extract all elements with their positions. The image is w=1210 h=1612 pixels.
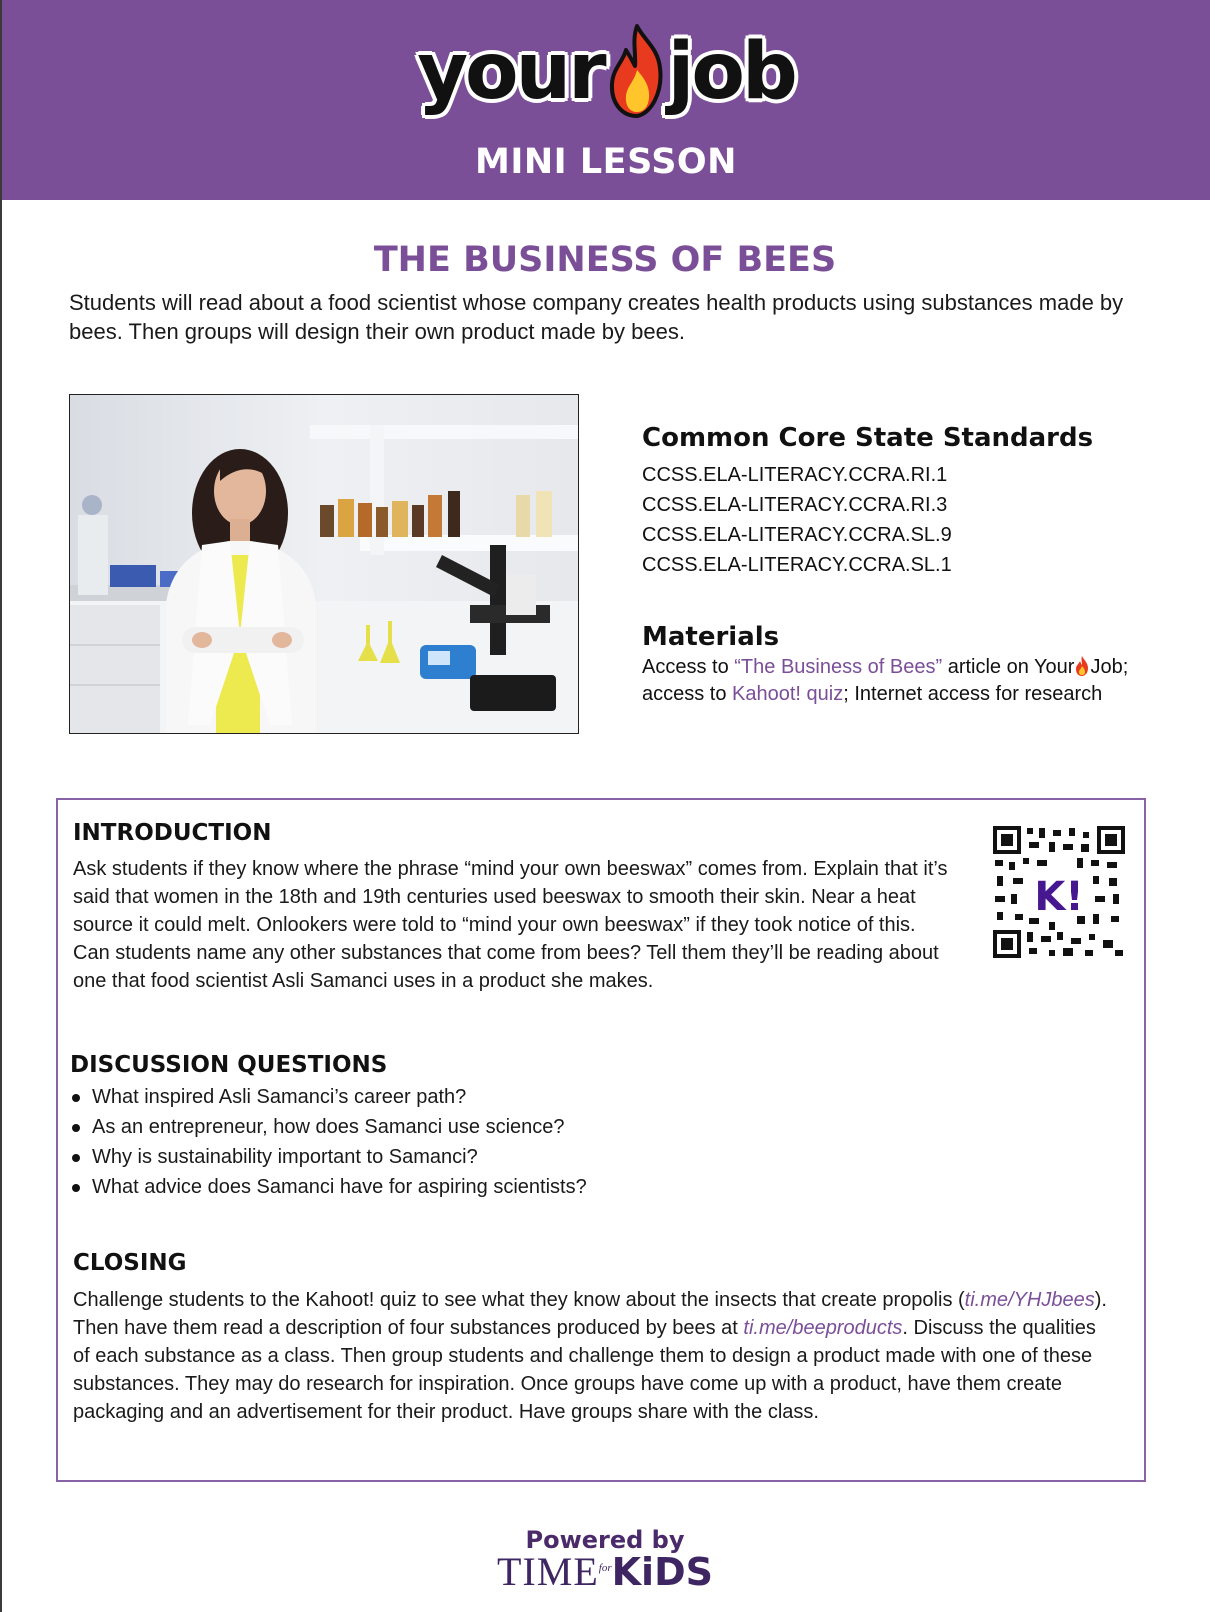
discussion-question: What inspired Asli Samanci’s career path? <box>70 1082 587 1112</box>
article-link[interactable]: “The Business of Bees” <box>734 656 943 678</box>
discussion-heading: DISCUSSION QUESTIONS <box>70 1052 388 1078</box>
introduction-text: Ask students if they know where the phrase “mind your own beeswax” comes from. Explain that it’s said that women in the 18th and 19th centuries used beeswax to smooth their skin. Near a heat source it could melt. Onlookers were told to “mind your own beeswax” if they took notice of this. Can students name any other substances that come from bees? Tell them they’ll be reading about one that food scientist Asli Samanci uses in a product she makes. <box>73 858 948 992</box>
standards-list <box>642 460 952 580</box>
introduction-heading: INTRODUCTION <box>73 820 272 846</box>
kahoot-quiz-link[interactable]: Kahoot! quiz <box>732 683 844 705</box>
standard-item: CCSS.ELA-LITERACY.CCRA.SL.9 <box>642 524 952 546</box>
standard-item: CCSS.ELA-LITERACY.CCRA.RI.3 <box>642 494 948 516</box>
discussion-question: What advice does Samanci have for aspiring scientists? <box>70 1172 587 1202</box>
mini-lesson-label: MINI LESSON <box>475 142 737 182</box>
closing-text: Challenge students to the Kahoot! quiz to see what they know about the insects that create propolis (ti.me/YHJbees). Then have them read a description of four substances produced by bees at ti.me/beeproducts. Discuss the qualities of each substance as a class. Then group students and challenge them to design a product made with one of these substances. They may do research for inspiration. Once groups have come up with a product, have them create packaging and an advertisement for their product. Have groups share with the class. <box>73 1289 1107 1423</box>
time-for-kids-logo: $TIME^{for}KiDS$ <box>497 1549 713 1594</box>
kahoot-logo-mark: K! <box>1034 874 1084 920</box>
standard-item: CCSS.ELA-LITERACY.CCRA.RI.1 <box>642 464 948 486</box>
discussion-question: Why is sustainability important to Samanci? <box>70 1142 587 1172</box>
lesson-lead: Students will read about a food scientist whose company creates health products using substances made by bees. Then groups will design their own product made by bees. <box>69 290 1124 344</box>
powered-by-label: Powered by <box>525 1526 685 1554</box>
materials-heading: Materials <box>642 622 780 652</box>
materials-text: Access to “The Business of Bees” article on Your Job; access to Kahoot! quiz; Internet access for research <box>642 656 1129 705</box>
discussion-questions-list <box>70 1082 587 1202</box>
beeproducts-link[interactable]: ti.me/beeproducts <box>743 1317 903 1339</box>
scientist-lab-photo <box>69 394 579 734</box>
yourjob-logo <box>2 22 1210 122</box>
flame-icon <box>1075 655 1089 677</box>
logo-word-your: your <box>417 27 604 117</box>
logo-word-job: job <box>667 27 795 117</box>
lab-illustration <box>70 395 578 733</box>
lesson-title: THE BUSINESS OF BEES <box>373 240 837 280</box>
flame-icon <box>606 22 668 122</box>
standards-heading: Common Core State Standards <box>642 423 1094 453</box>
kahoot-qr-code[interactable] <box>993 826 1125 958</box>
standard-item: CCSS.ELA-LITERACY.CCRA.SL.1 <box>642 554 952 576</box>
closing-heading: CLOSING <box>73 1250 187 1276</box>
yhjbees-link[interactable]: ti.me/YHJbees <box>964 1289 1095 1311</box>
header-banner <box>2 0 1210 200</box>
discussion-question: As an entrepreneur, how does Samanci use science? <box>70 1112 587 1142</box>
